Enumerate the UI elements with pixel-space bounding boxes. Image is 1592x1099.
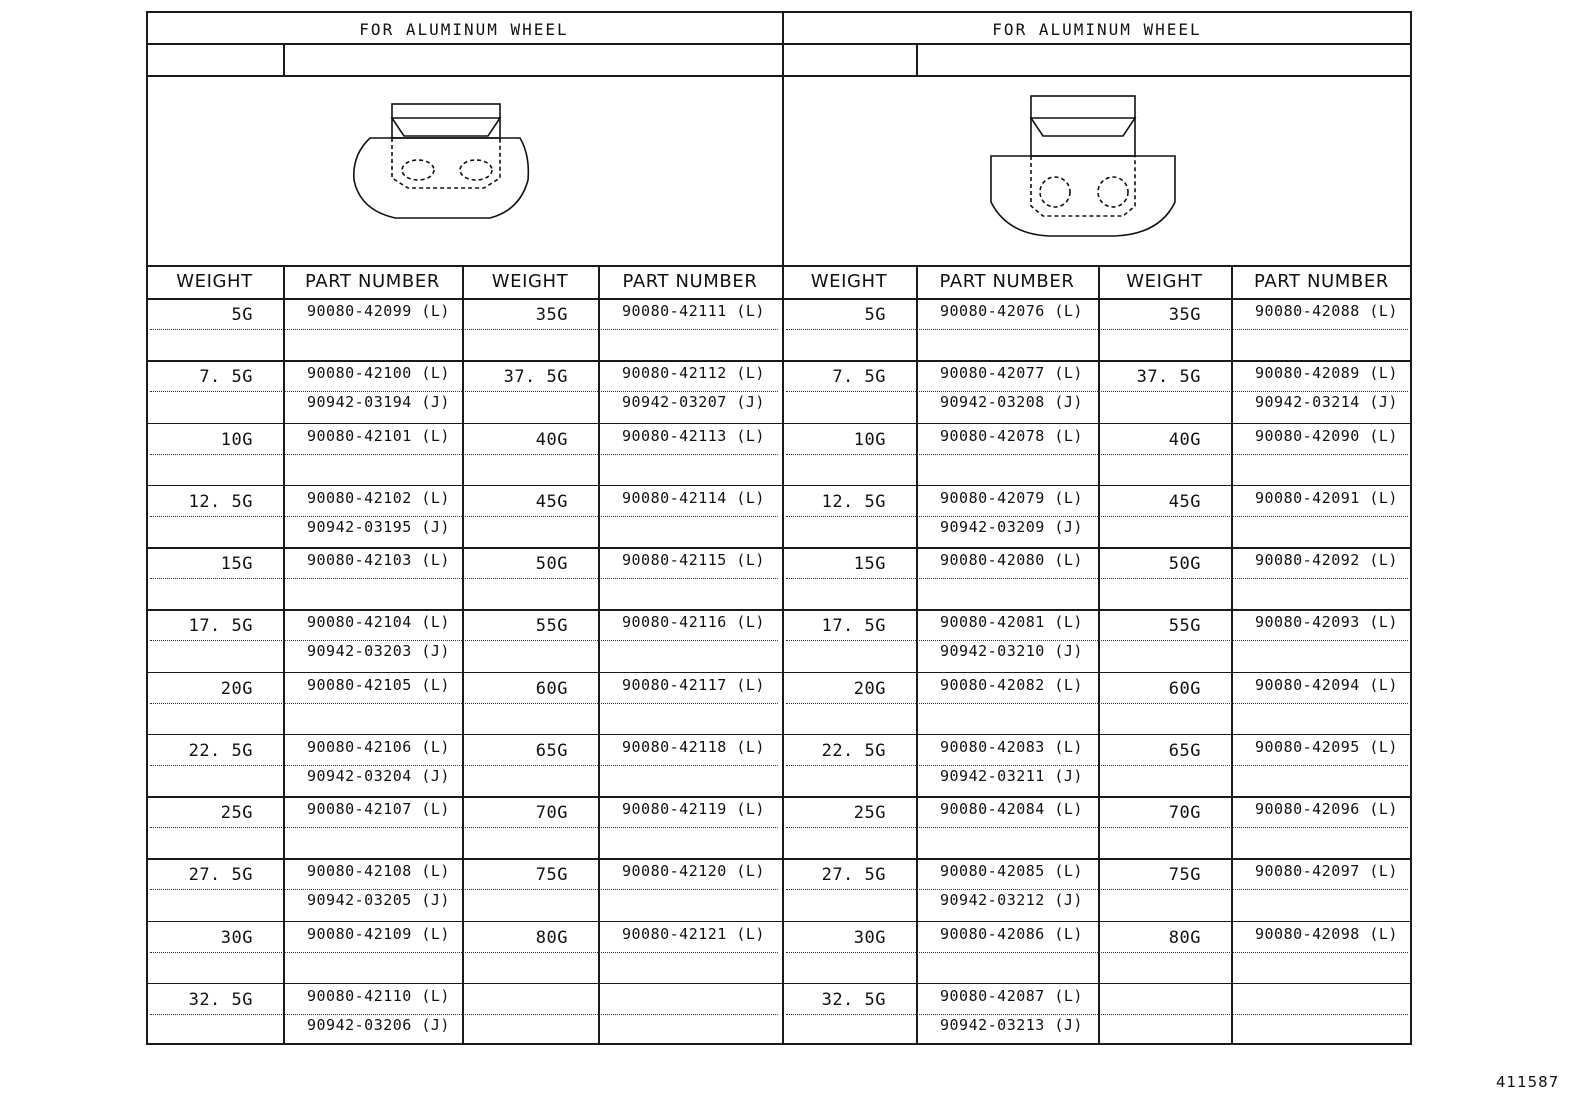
part-number-cell: 90080-42078 (L) [940, 426, 1083, 445]
weight-cell: 65G [535, 740, 568, 761]
balance-weight-left-illustration [350, 100, 540, 225]
weight-cell: 25G [220, 803, 253, 823]
part-number-cell: 90080-42095 (L) [1255, 737, 1398, 756]
part-number-cell: 90080-42093 (L) [1255, 613, 1398, 632]
part-number-cell: 90942-03205 (J) [307, 891, 450, 910]
weight-cell: 37. 5G [503, 367, 568, 388]
weight-cell: 55G [535, 616, 568, 637]
weight-cell: 45G [535, 491, 568, 512]
part-number-column-header: PART NUMBER [1254, 271, 1389, 292]
weight-cell: 30G [220, 927, 253, 948]
right-section-title: FOR ALUMINUM WHEEL [992, 20, 1202, 39]
part-number-cell: 90080-42111 (L) [622, 302, 765, 320]
row-dotted-line [786, 391, 1408, 392]
part-number-cell: 90080-42112 (L) [622, 364, 765, 383]
part-number-cell: 90080-42120 (L) [622, 862, 765, 881]
weight-cell: 25G [853, 803, 886, 823]
part-number-cell: 90080-42100 (L) [307, 364, 450, 383]
part-number-cell: 90080-42116 (L) [622, 613, 765, 632]
spare-row-divider-left [283, 43, 285, 75]
part-number-cell: 90080-42108 (L) [307, 862, 450, 881]
parts-table [146, 11, 1412, 1045]
part-number-cell: 90080-42076 (L) [940, 302, 1083, 320]
table-border-left [146, 11, 148, 1045]
part-number-cell: 90080-42083 (L) [940, 737, 1083, 756]
row-dotted-line [786, 640, 1408, 641]
row-line [146, 485, 1412, 487]
weight-cell: 22. 5G [821, 740, 886, 761]
row-line [146, 796, 1412, 798]
part-number-cell: 90942-03203 (J) [307, 642, 450, 661]
row-line [146, 858, 1412, 860]
weight-cell: 30G [853, 927, 886, 948]
part-number-cell: 90080-42107 (L) [307, 800, 450, 818]
part-number-cell: 90080-42087 (L) [940, 986, 1083, 1005]
weight-cell: 37. 5G [1136, 367, 1201, 388]
part-number-column-header: PART NUMBER [305, 271, 440, 292]
row-dotted-line [150, 640, 778, 641]
column-divider [1231, 265, 1233, 1045]
weight-cell: 12. 5G [188, 491, 253, 512]
row-dotted-line [150, 827, 778, 828]
row-dotted-line [150, 329, 778, 330]
part-number-column-header: PART NUMBER [622, 271, 758, 292]
row-dotted-line [150, 391, 778, 392]
row-dotted-line [150, 765, 778, 766]
part-number-cell: 90080-42084 (L) [940, 800, 1083, 818]
weight-cell: 15G [220, 554, 253, 574]
row-dotted-line [786, 578, 1408, 579]
weight-cell: 35G [1168, 305, 1201, 325]
table-border-bottom [146, 1043, 1412, 1045]
weight-cell: 65G [1168, 740, 1201, 761]
part-number-column-header: PART NUMBER [939, 271, 1075, 292]
part-number-cell: 90080-42113 (L) [622, 426, 765, 445]
weight-cell: 50G [1168, 554, 1201, 574]
weight-cell: 17. 5G [188, 616, 253, 637]
weight-cell: 45G [1168, 491, 1201, 512]
row-dotted-line [150, 578, 778, 579]
part-number-cell: 90942-03211 (J) [940, 766, 1083, 785]
row-dotted-line [150, 1014, 778, 1015]
row-line [146, 921, 1412, 923]
weight-cell: 7. 5G [199, 367, 253, 388]
row-dotted-line [786, 703, 1408, 704]
part-number-cell: 90080-42079 (L) [940, 488, 1083, 507]
part-number-cell: 90942-03213 (J) [940, 1015, 1083, 1034]
row-dotted-line [786, 516, 1408, 517]
part-number-cell: 90080-42088 (L) [1255, 302, 1398, 320]
weight-cell: 5G [864, 305, 886, 325]
weight-cell: 22. 5G [188, 740, 253, 761]
part-number-cell: 90080-42114 (L) [622, 488, 765, 507]
row-line [146, 423, 1412, 425]
part-number-cell: 90080-42121 (L) [622, 924, 765, 943]
part-number-cell: 90080-42119 (L) [622, 800, 765, 818]
part-number-cell: 90080-42115 (L) [622, 551, 765, 569]
row-dotted-line [786, 329, 1408, 330]
part-number-cell: 90942-03195 (J) [307, 517, 450, 536]
title-row-line [146, 43, 1412, 45]
table-border-right [1410, 11, 1412, 1045]
row-dotted-line [786, 827, 1408, 828]
part-number-cell: 90942-03214 (J) [1255, 393, 1398, 412]
weight-cell: 10G [853, 429, 886, 450]
part-number-cell: 90080-42099 (L) [307, 302, 450, 320]
part-number-cell: 90080-42103 (L) [307, 551, 450, 569]
row-dotted-line [786, 952, 1408, 953]
weight-cell: 27. 5G [188, 865, 253, 886]
part-number-cell: 90080-42110 (L) [307, 986, 450, 1005]
weight-cell: 70G [535, 803, 568, 823]
weight-cell: 7. 5G [832, 367, 886, 388]
left-section-title: FOR ALUMINUM WHEEL [359, 20, 569, 39]
part-number-cell: 90080-42082 (L) [940, 675, 1083, 694]
weight-cell: 75G [1168, 865, 1201, 886]
weight-cell: 32. 5G [821, 989, 886, 1010]
part-number-cell: 90942-03206 (J) [307, 1015, 450, 1034]
weight-cell: 40G [1168, 429, 1201, 450]
row-dotted-line [150, 703, 778, 704]
part-number-cell: 90942-03194 (J) [307, 393, 450, 412]
section-divider [782, 11, 784, 1045]
header-top-line [146, 265, 1412, 267]
row-line [146, 734, 1412, 736]
header-bottom-line [146, 298, 1412, 300]
weight-cell: 75G [535, 865, 568, 886]
part-number-cell: 90080-42117 (L) [622, 675, 765, 694]
reference-number: 411587 [1496, 1073, 1560, 1091]
weight-cell: 27. 5G [821, 865, 886, 886]
weight-cell: 55G [1168, 616, 1201, 637]
row-dotted-line [786, 889, 1408, 890]
part-number-cell: 90080-42096 (L) [1255, 800, 1398, 818]
weight-cell: 35G [535, 305, 568, 325]
weight-cell: 12. 5G [821, 491, 886, 512]
weight-cell: 80G [535, 927, 568, 948]
weight-cell: 10G [220, 429, 253, 450]
weight-cell: 70G [1168, 803, 1201, 823]
part-number-cell: 90080-42091 (L) [1255, 488, 1398, 507]
weight-cell: 20G [220, 678, 253, 699]
weight-cell: 32. 5G [188, 989, 253, 1010]
part-number-cell: 90080-42097 (L) [1255, 862, 1398, 881]
row-dotted-line [786, 765, 1408, 766]
part-number-cell: 90942-03207 (J) [622, 393, 765, 412]
weight-cell: 80G [1168, 927, 1201, 948]
row-line [146, 983, 1412, 985]
weight-column-header: WEIGHT [810, 271, 888, 292]
part-number-cell: 90080-42080 (L) [940, 551, 1083, 569]
part-number-cell: 90942-03204 (J) [307, 766, 450, 785]
table-border-top [146, 11, 1412, 13]
weight-cell: 20G [853, 678, 886, 699]
part-number-cell: 90942-03212 (J) [940, 891, 1083, 910]
weight-column-header: WEIGHT [491, 271, 569, 292]
row-line [146, 360, 1412, 362]
part-number-cell: 90080-42085 (L) [940, 862, 1083, 881]
column-divider [283, 265, 285, 1045]
part-number-cell: 90080-42109 (L) [307, 924, 450, 943]
weight-column-header: WEIGHT [176, 271, 253, 292]
part-number-cell: 90080-42092 (L) [1255, 551, 1398, 569]
spare-row-line [146, 75, 1412, 77]
weight-cell: 60G [1168, 678, 1201, 699]
part-number-cell: 90080-42089 (L) [1255, 364, 1398, 383]
part-number-cell: 90080-42104 (L) [307, 613, 450, 632]
part-number-cell: 90080-42105 (L) [307, 675, 450, 694]
weight-cell: 60G [535, 678, 568, 699]
part-number-cell: 90942-03208 (J) [940, 393, 1083, 412]
row-dotted-line [150, 454, 778, 455]
column-divider [598, 265, 600, 1045]
part-number-cell: 90942-03210 (J) [940, 642, 1083, 661]
balance-weight-right-illustration [985, 92, 1185, 242]
spare-row-divider-right [916, 43, 918, 75]
part-number-cell: 90080-42094 (L) [1255, 675, 1398, 694]
weight-cell: 5G [231, 305, 253, 325]
column-divider [916, 265, 918, 1045]
weight-cell: 15G [853, 554, 886, 574]
part-number-cell: 90080-42077 (L) [940, 364, 1083, 383]
row-line [146, 672, 1412, 674]
weight-cell: 40G [535, 429, 568, 450]
part-number-cell: 90080-42106 (L) [307, 737, 450, 756]
weight-column-header: WEIGHT [1126, 271, 1203, 292]
part-number-cell: 90080-42118 (L) [622, 737, 765, 756]
weight-cell: 50G [535, 554, 568, 574]
row-dotted-line [786, 454, 1408, 455]
part-number-cell: 90080-42101 (L) [307, 426, 450, 445]
row-line [146, 547, 1412, 549]
part-number-cell: 90080-42081 (L) [940, 613, 1083, 632]
part-number-cell: 90080-42102 (L) [307, 488, 450, 507]
part-number-cell: 90080-42098 (L) [1255, 924, 1398, 943]
part-number-cell: 90942-03209 (J) [940, 517, 1083, 536]
row-line [146, 609, 1412, 611]
weight-cell: 17. 5G [821, 616, 886, 637]
part-number-cell: 90080-42090 (L) [1255, 426, 1398, 445]
part-number-cell: 90080-42086 (L) [940, 924, 1083, 943]
row-dotted-line [786, 1014, 1408, 1015]
row-dotted-line [150, 952, 778, 953]
row-dotted-line [150, 516, 778, 517]
row-dotted-line [150, 889, 778, 890]
